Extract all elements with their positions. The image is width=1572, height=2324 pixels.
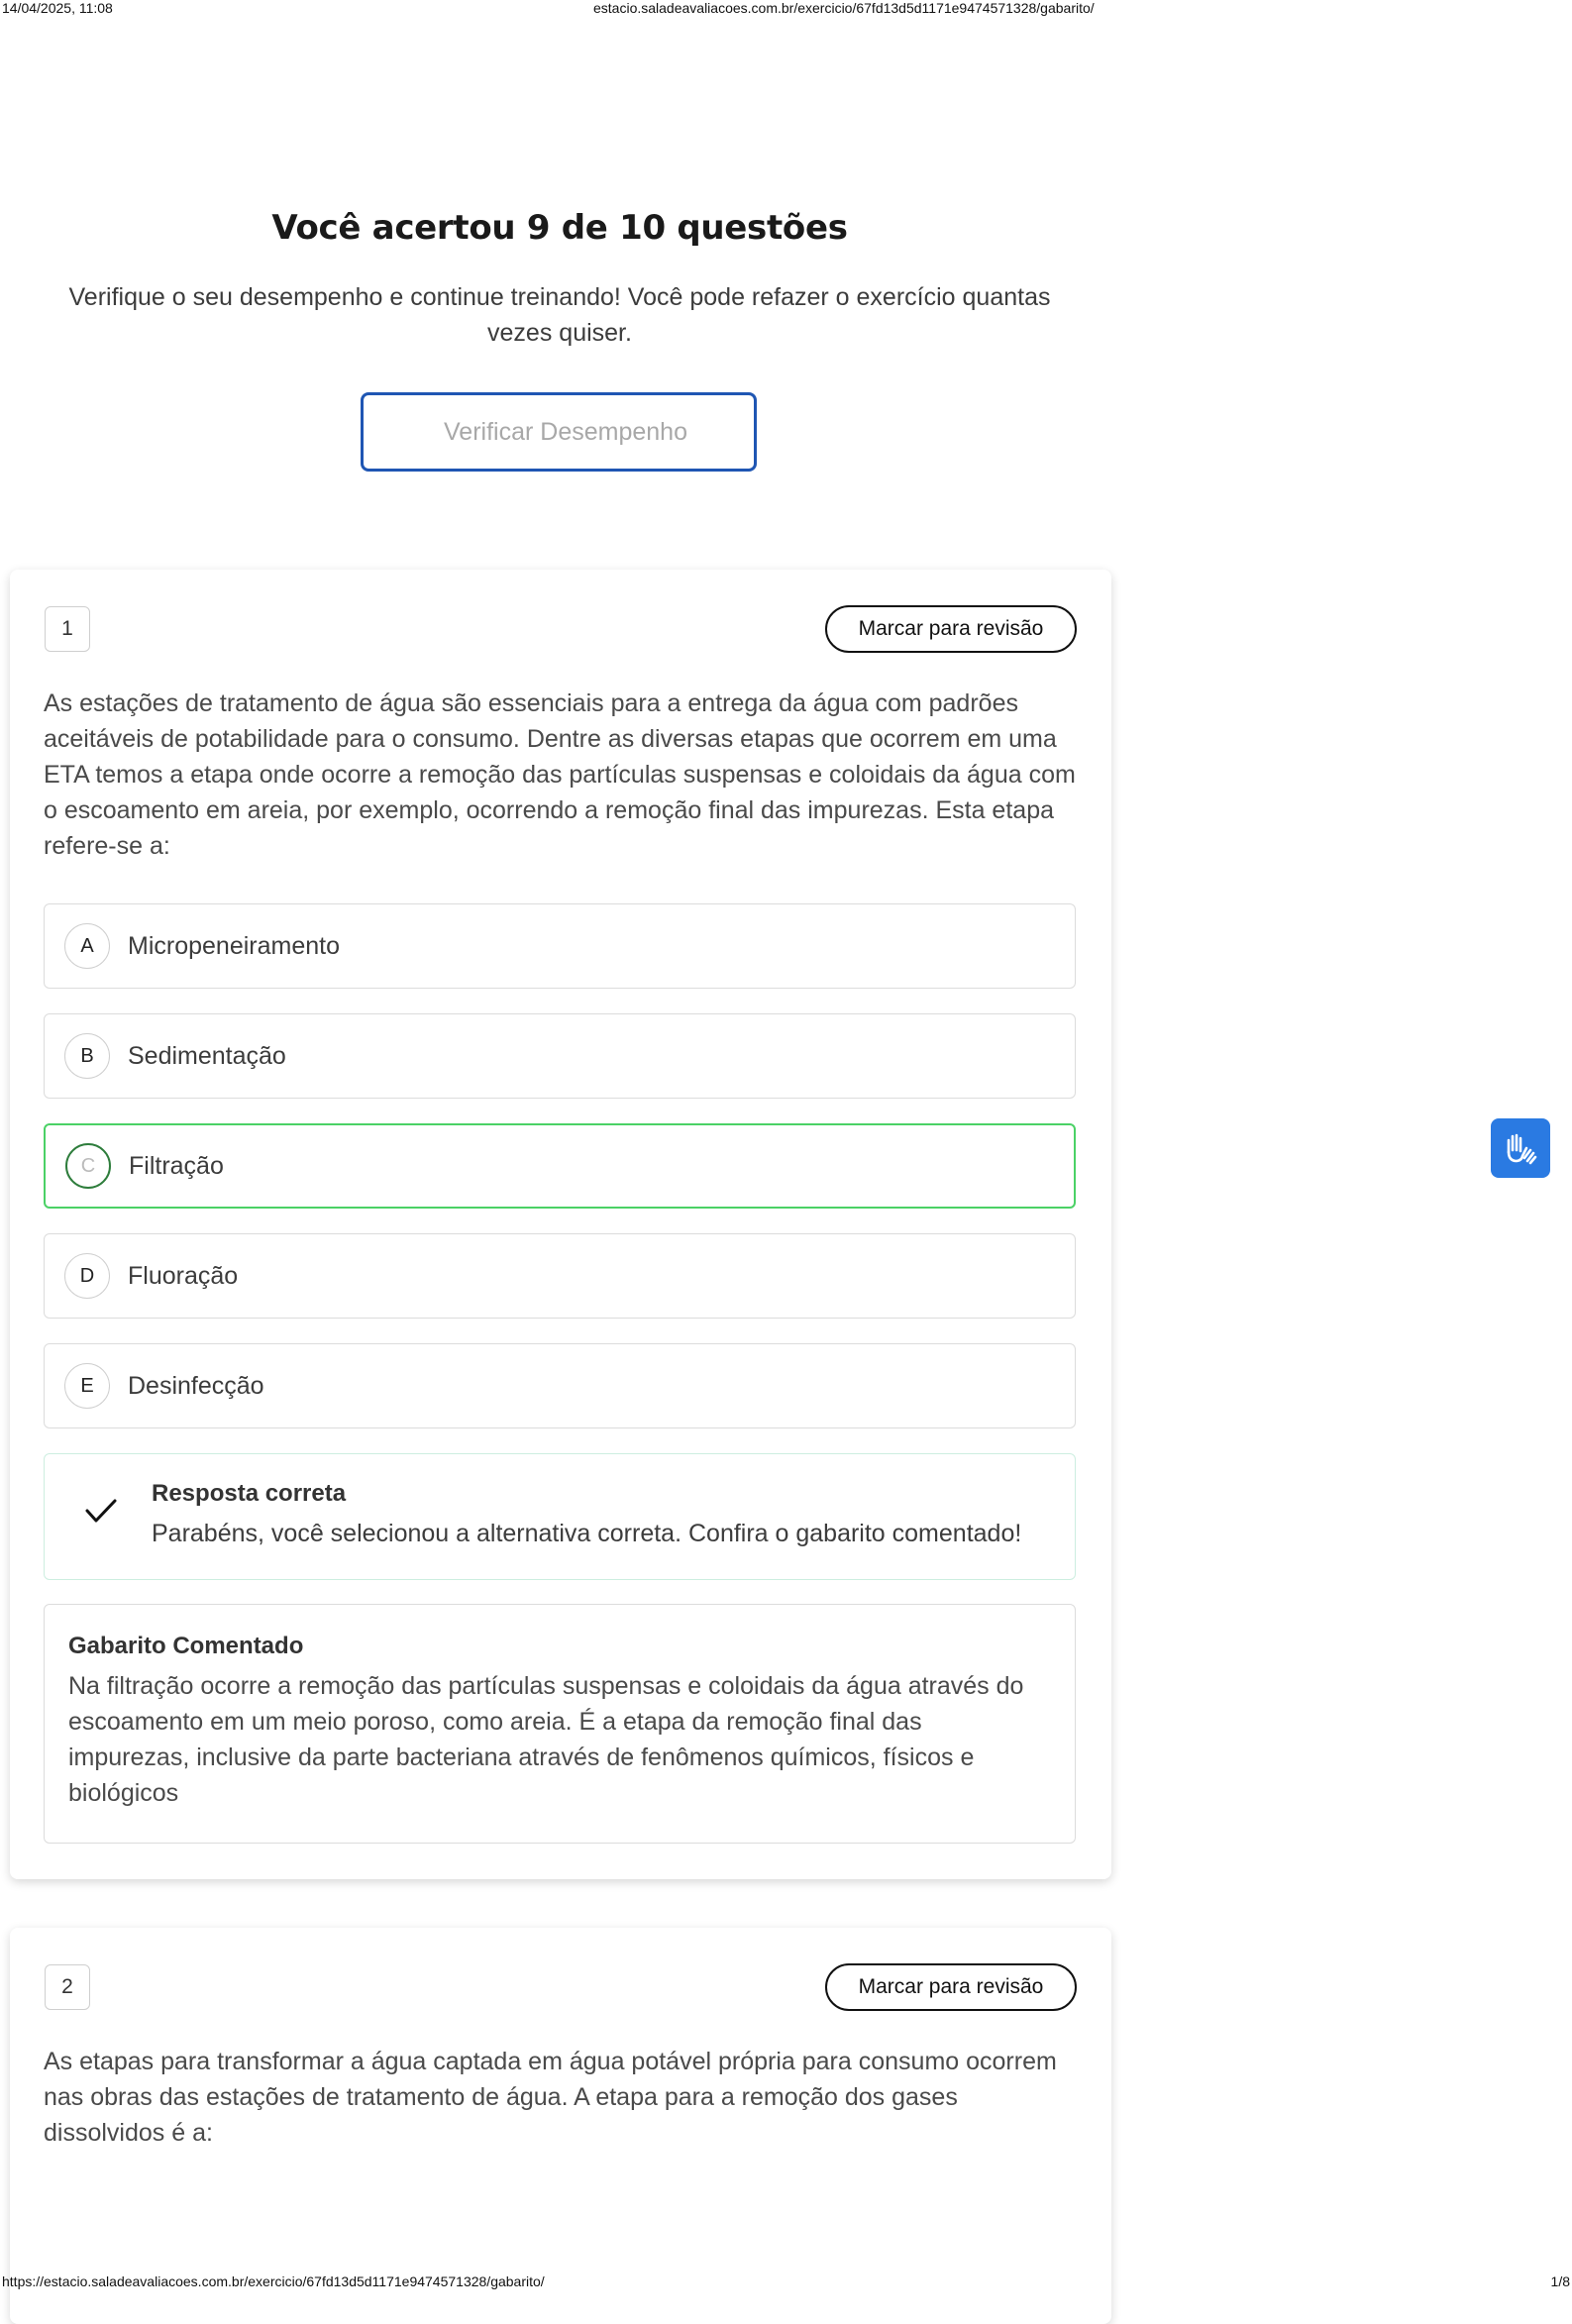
commented-answer-text: Na filtração ocorre a remoção das partículas suspensas e coloidais da água através do escoamento em um meio poroso, como areia. É a etapa da remoção final das impurezas, inclusive da parte bacteriana através de fenômenos químicos, físicos e biológicos bbox=[68, 1672, 1024, 1807]
option-b[interactable] bbox=[44, 1013, 1076, 1099]
feedback-title: Resposta correta bbox=[152, 1480, 347, 1507]
feedback-text: Parabéns, você selecionou a alternativa correta. Confira o gabarito comentado! bbox=[152, 1520, 1022, 1547]
print-datetime: 14/04/2025, 11:08 bbox=[2, 0, 113, 16]
question-card-2 bbox=[10, 1928, 1111, 2324]
commented-answer-title: Gabarito Comentado bbox=[68, 1633, 304, 1659]
answer-feedback bbox=[44, 1453, 1076, 1580]
question-number: 2 bbox=[45, 1964, 90, 2010]
print-footer-url: https://estacio.saladeavaliacoes.com.br/exercicio/67fd13d5d1171e9474571328/gabarito/ bbox=[2, 2273, 545, 2289]
print-page-number: 1/8 bbox=[1550, 2273, 1570, 2289]
option-c-correct[interactable] bbox=[44, 1123, 1076, 1209]
option-text: Micropeneiramento bbox=[128, 931, 340, 960]
hand-icon bbox=[1501, 1128, 1540, 1168]
option-e[interactable] bbox=[44, 1343, 1076, 1428]
result-subtitle: Verifique o seu desempenho e continue treinando! Você pode refazer o exercício quantas vezes quiser. bbox=[68, 283, 1051, 347]
option-letter: C bbox=[65, 1143, 111, 1189]
verify-performance-button[interactable]: Verificar Desempenho bbox=[361, 392, 757, 472]
option-letter: D bbox=[64, 1253, 110, 1299]
question-number: 1 bbox=[45, 606, 90, 652]
commented-answer bbox=[44, 1604, 1076, 1844]
print-header bbox=[0, 0, 1572, 20]
question-text: As estações de tratamento de água são essenciais para a entrega da água com padrões aceitáveis de potabilidade para o consumo. Dentre as diversas etapas que ocorrem em uma ETA temos a etapa onde ocorre a remoção das partículas suspensas e coloidais da água com o escoamento em areia, por exemplo, ocorrendo a remoção final das impurezas. Esta etapa refere-se a: bbox=[44, 689, 1076, 860]
sign-language-hands-icon[interactable] bbox=[1491, 1118, 1550, 1178]
print-footer bbox=[0, 2273, 1572, 2293]
option-text: Filtração bbox=[129, 1151, 224, 1180]
option-letter: A bbox=[64, 923, 110, 969]
option-text: Sedimentação bbox=[128, 1041, 286, 1070]
option-d[interactable] bbox=[44, 1233, 1076, 1319]
result-title: Você acertou 9 de 10 questões bbox=[271, 208, 848, 248]
option-text: Fluoração bbox=[128, 1261, 239, 1290]
option-letter: E bbox=[64, 1363, 110, 1409]
option-a[interactable] bbox=[44, 903, 1076, 989]
option-letter: B bbox=[64, 1033, 110, 1079]
print-header-url: estacio.saladeavaliacoes.com.br/exercicio/67fd13d5d1171e9474571328/gabarito/ bbox=[593, 0, 1095, 16]
question-card-1 bbox=[10, 570, 1111, 1879]
mark-for-review-button[interactable]: Marcar para revisão bbox=[825, 605, 1077, 653]
result-summary bbox=[40, 208, 1080, 351]
question-text: As etapas para transformar a água captada em água potável própria para consumo ocorrem nas obras das estações de tratamento de água. A etapa para a remoção dos gases dissolvidos é a: bbox=[44, 2048, 1057, 2147]
check-icon bbox=[84, 1496, 118, 1526]
mark-for-review-button[interactable]: Marcar para revisão bbox=[825, 1963, 1077, 2011]
option-text: Desinfecção bbox=[128, 1371, 264, 1400]
